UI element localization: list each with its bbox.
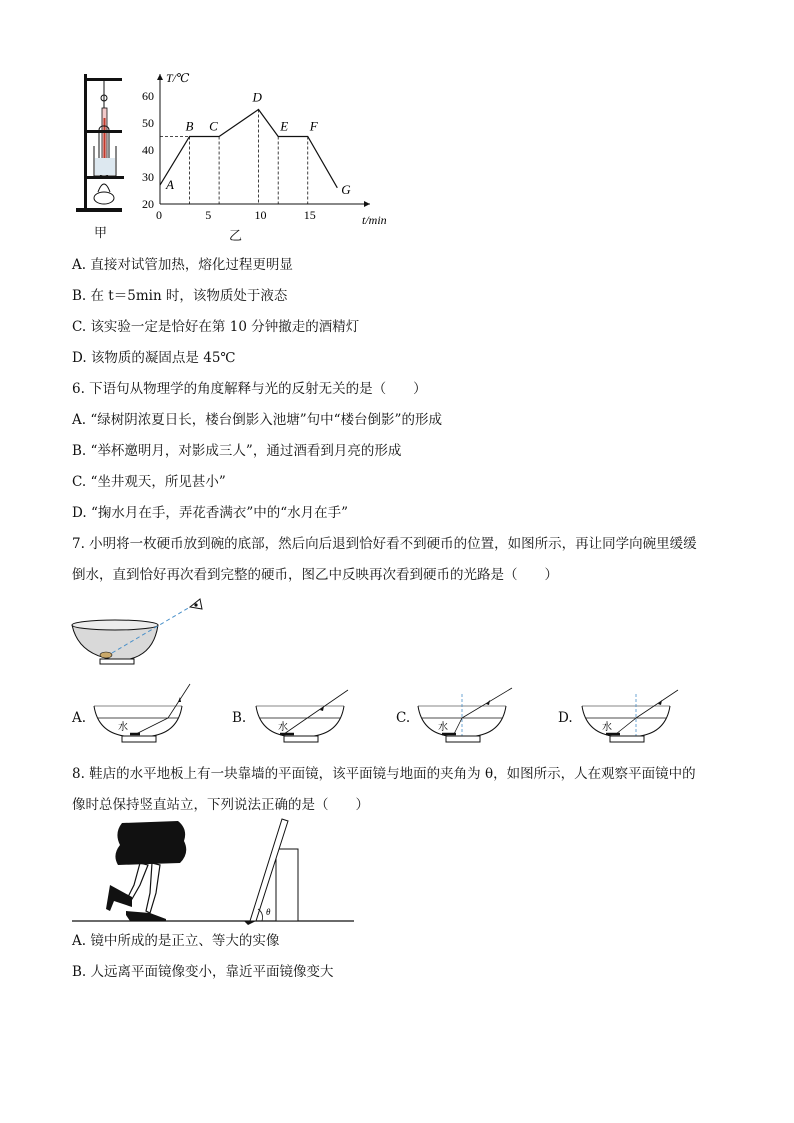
q5-option-b: B. 在 t＝5min 时，该物质处于液态	[72, 288, 288, 304]
q6-option-c: C. “坐井观天，所见甚小”	[72, 474, 226, 490]
y-tick-label-0: 20	[142, 197, 154, 211]
q5-option-a: A. 直接对试管加热，熔化过程更明显	[72, 257, 293, 273]
q7-option-b-label: B.	[232, 710, 247, 726]
q5-option-d: D. 该物质的凝固点是 45℃	[72, 350, 236, 366]
q7-b-water-label: 水	[278, 722, 288, 733]
q7-option-d-figure	[578, 680, 688, 750]
point-label-C: C	[209, 118, 218, 134]
x-axis-arrow	[364, 201, 370, 207]
temperature-time-chart	[132, 66, 394, 226]
q7-option-c-figure	[414, 680, 524, 750]
q7-c-water-label: 水	[438, 722, 448, 733]
q8-option-a: A. 镜中所成的是正立、等大的实像	[72, 933, 280, 949]
q7-option-a-label: A.	[72, 710, 87, 726]
q6-option-d: D. “掬水月在手，弄花香满衣”中的“水月在手”	[72, 505, 349, 521]
y-axis-label: T/℃	[166, 71, 190, 85]
y-tick-label-4: 60	[142, 89, 154, 103]
q7-d-water-label: 水	[602, 722, 612, 733]
q6-option-a: A. “绿树阴浓夏日长，楼台倒影入池塘”句中“楼台倒影”的形成	[72, 412, 442, 428]
point-label-E: E	[280, 118, 289, 134]
mirror-shoe-figure	[70, 815, 360, 925]
label-yi: 乙	[229, 229, 243, 244]
q8-stem-line1: 8. 鞋店的水平地板上有一块靠墙的平面镜，该平面镜与地面的夹角为 θ，如图所示，人在观察平面镜中的	[72, 766, 696, 782]
x-axis-label: t/min	[362, 213, 387, 226]
apparatus-figure	[72, 68, 134, 218]
bowl-coin-figure	[70, 595, 220, 670]
point-label-F: F	[309, 118, 318, 134]
y-tick-label-3: 50	[142, 116, 154, 130]
y-tick-label-2: 40	[142, 143, 154, 157]
q7-option-c-label: C.	[396, 710, 411, 726]
y-axis-arrow	[157, 74, 163, 80]
q8-stem-line2: 像时总保持竖直站立，下列说法正确的是（ ）	[72, 797, 369, 813]
y-tick-label-1: 30	[142, 170, 154, 184]
q8-option-b: B. 人远离平面镜像变小，靠近平面镜像变大	[72, 964, 334, 980]
q7-stem-line1: 7. 小明将一枚硬币放到碗的底部，然后向后退到恰好看不到硬币的位置，如图所示，再让同学向碗里缓缓	[72, 536, 697, 552]
q7-stem-line2: 倒水，直到恰好再次看到完整的硬币，图乙中反映再次看到硬币的光路是（ ）	[72, 567, 558, 583]
label-jia: 甲	[94, 226, 108, 241]
q6-stem: 6. 下语句从物理学的角度解释与光的反射无关的是（ ）	[72, 381, 427, 397]
point-label-B: B	[185, 118, 194, 134]
q7-option-b-figure	[252, 680, 362, 750]
x-tick-label-1: 5	[205, 208, 212, 222]
point-label-G: G	[341, 181, 351, 197]
q7-option-a-figure	[90, 680, 200, 750]
point-label-A: A	[166, 177, 174, 193]
q5-option-c: C. 该实验一定是恰好在第 10 分钟撤走的酒精灯	[72, 319, 360, 335]
point-label-D: D	[252, 89, 262, 105]
x-tick-label-3: 15	[303, 208, 316, 222]
q7-a-water-label: 水	[118, 722, 128, 733]
x-tick-label-2: 10	[254, 208, 267, 222]
theta-label: θ	[266, 907, 271, 917]
x-tick-label-0: 0	[156, 208, 162, 222]
q7-option-d-label: D.	[558, 710, 573, 726]
q6-option-b: B. “举杯邀明月，对影成三人”，通过酒看到月亮的形成	[72, 443, 402, 459]
